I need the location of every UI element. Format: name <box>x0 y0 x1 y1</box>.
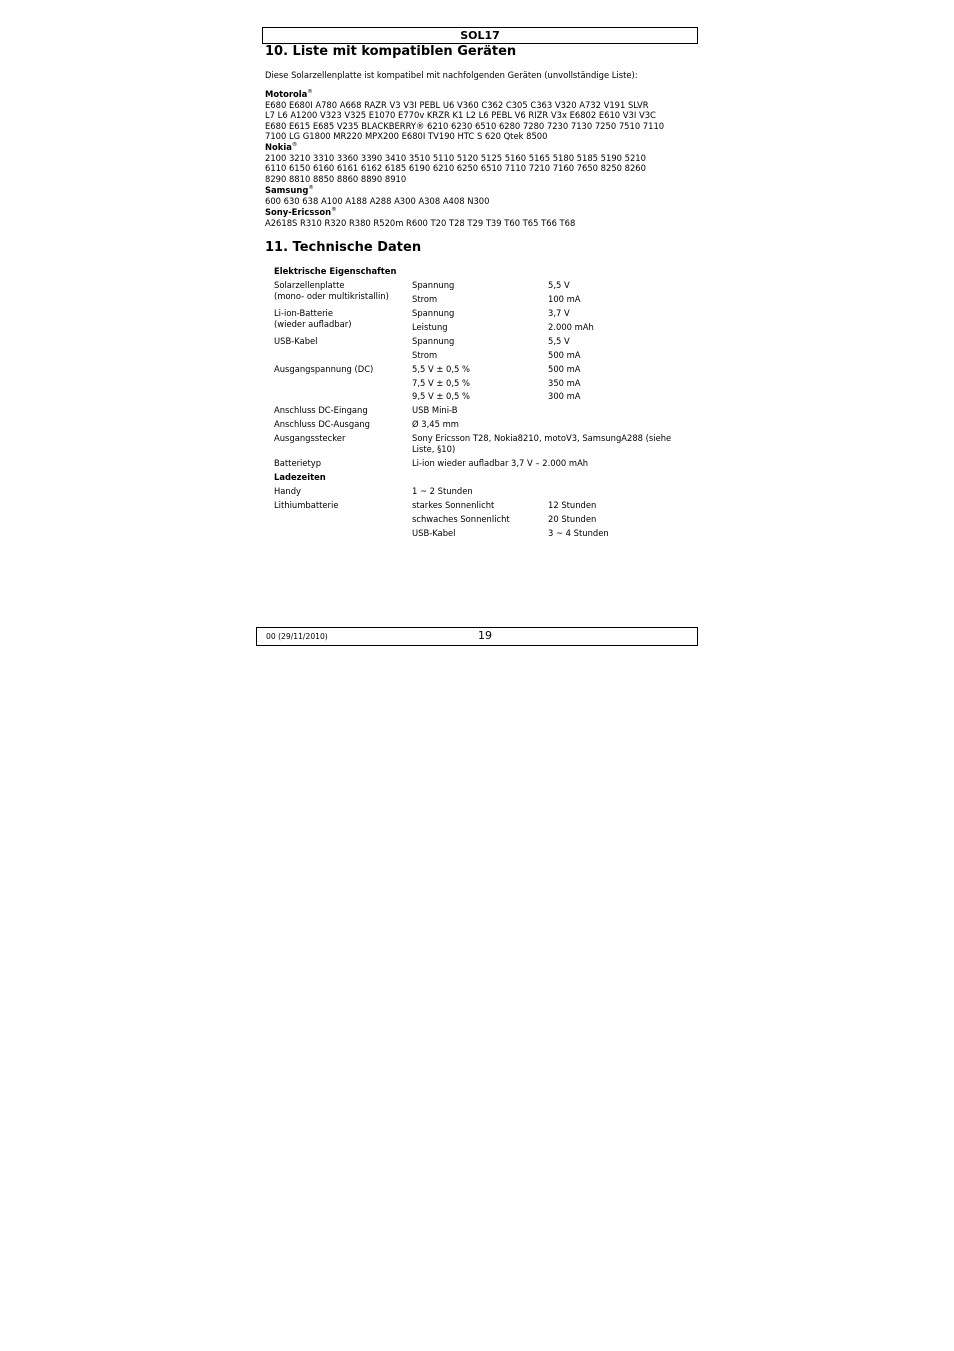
table-heading: Elektrische Eigenschaften <box>274 266 397 276</box>
row-value: 350 mA <box>548 378 581 388</box>
row-value: 100 mA <box>548 294 581 304</box>
row-param: 1 ~ 2 Stunden <box>412 486 473 496</box>
row-label: Solarzellenplatte <box>274 280 345 290</box>
row-param: Sony Ericsson T28, Nokia8210, motoV3, SamsungA288 (siehe <box>412 433 672 443</box>
row-param: Ø 3,45 mm <box>412 419 459 429</box>
row-label: Anschluss DC-Ausgang <box>274 419 370 429</box>
registered-mark: ® <box>291 142 298 148</box>
row-param: 7,5 V ± 0,5 % <box>412 378 470 388</box>
row-label: Anschluss DC-Eingang <box>274 405 368 415</box>
row-label: USB-Kabel <box>274 336 318 346</box>
row-value: 500 mA <box>548 364 581 374</box>
model-line: 600 630 638 A100 A188 A288 A300 A308 A408 N300 <box>265 195 490 206</box>
brand-motorola <box>265 89 695 142</box>
row-value: 12 Stunden <box>548 500 597 510</box>
row-param: Strom <box>412 294 438 304</box>
section-10-title: 10. Liste mit kompatiblen Geräten <box>265 44 517 59</box>
row-value: 500 mA <box>548 350 581 360</box>
row-param: Strom <box>412 350 438 360</box>
row-value: 3 ~ 4 Stunden <box>548 528 609 538</box>
brand-nokia <box>265 142 695 184</box>
row-label: Handy <box>274 486 302 496</box>
model-line: E680 E680I A780 A668 RAZR V3 V3I PEBL U6 V360 C362 C305 C363 V320 A732 V191 SLVR <box>265 99 649 110</box>
model-line: E680 E615 E685 V235 BLACKBERRY <box>265 120 416 131</box>
row-param: starkes Sonnenlicht <box>412 500 495 510</box>
row-label: (mono- oder multikristallin) <box>274 291 389 301</box>
model-line: 8290 8810 8850 8860 8890 8910 <box>265 173 407 184</box>
section-11-title: 11. Technische Daten <box>265 240 422 255</box>
footer-version: 00 (29/11/2010) <box>266 632 328 641</box>
model-line: L7 L6 A1200 V323 V325 E1070 E770v KRZR K1 L2 L6 PEBL V6 RIZR V3x E6802 E610 V3I V3C <box>265 110 656 121</box>
row-label: Ladezeiten <box>274 472 326 482</box>
brand-name: Sony-Ericsson <box>265 207 332 217</box>
brand-samsung <box>265 185 695 206</box>
row-param: USB Mini-B <box>412 405 458 415</box>
row-param: Spannung <box>412 336 455 346</box>
row-value: 3,7 V <box>548 308 570 318</box>
row-param: Li-ion wieder aufladbar 3,7 V – 2.000 mAh <box>412 458 589 468</box>
row-label: Lithiumbatterie <box>274 500 339 510</box>
page-number: 19 <box>478 629 492 642</box>
row-param: 5,5 V ± 0,5 % <box>412 364 470 374</box>
row-label: Li-ion-Batterie <box>274 308 334 318</box>
section-10-intro: Diese Solarzellenplatte ist kompatibel mit nachfolgenden Geräten (unvollständige Liste): <box>265 70 638 80</box>
model-line: ® 6210 6230 6510 6280 7280 7230 7130 7250 7510 7110 <box>415 120 665 131</box>
model-line: 2100 3210 3310 3360 3390 3410 3510 5110 5120 5125 5160 5165 5180 5185 5190 5210 <box>265 152 646 163</box>
row-param: schwaches Sonnenlicht <box>412 514 510 524</box>
header-model: SOL17 <box>262 27 698 44</box>
row-value: 2.000 mAh <box>548 322 594 332</box>
row-param: Leistung <box>412 322 448 332</box>
registered-mark: ® <box>331 207 337 213</box>
model-line: A2618S R310 R320 R380 R520m R600 T20 T28 T29 T39 T60 T65 T66 T68 <box>265 217 576 228</box>
row-value: 5,5 V <box>548 336 570 346</box>
row-label: (wieder aufladbar) <box>274 319 352 329</box>
row-param: Spannung <box>412 280 455 290</box>
brand-sony-ericsson <box>265 207 695 228</box>
registered-mark: ® <box>308 185 314 191</box>
row-label: Batterietyp <box>274 458 322 468</box>
row-label: Ausgangspannung (DC) <box>274 364 374 374</box>
row-param: Spannung <box>412 308 455 318</box>
row-label: Ausgangsstecker <box>274 433 346 443</box>
page-footer <box>256 627 698 646</box>
model-line: 6110 6150 6160 6161 6162 6185 6190 6210 6250 6510 7110 7210 7160 7650 8250 8260 <box>265 163 646 174</box>
brand-name: Motorola <box>265 89 308 99</box>
row-param: USB-Kabel <box>412 528 456 538</box>
model-line: 7100 LG G1800 MR220 MPX200 E680I TV190 HTC S 620 Qtek 8500 <box>265 131 548 142</box>
row-param: 9,5 V ± 0,5 % <box>412 391 470 401</box>
row-value: 20 Stunden <box>548 514 597 524</box>
row-value: 300 mA <box>548 391 581 401</box>
row-param: Liste, §10) <box>412 444 456 454</box>
row-value: 5,5 V <box>548 280 570 290</box>
brand-name: Samsung <box>265 185 309 195</box>
brand-name: Nokia <box>265 142 292 152</box>
registered-mark: ® <box>307 89 313 95</box>
